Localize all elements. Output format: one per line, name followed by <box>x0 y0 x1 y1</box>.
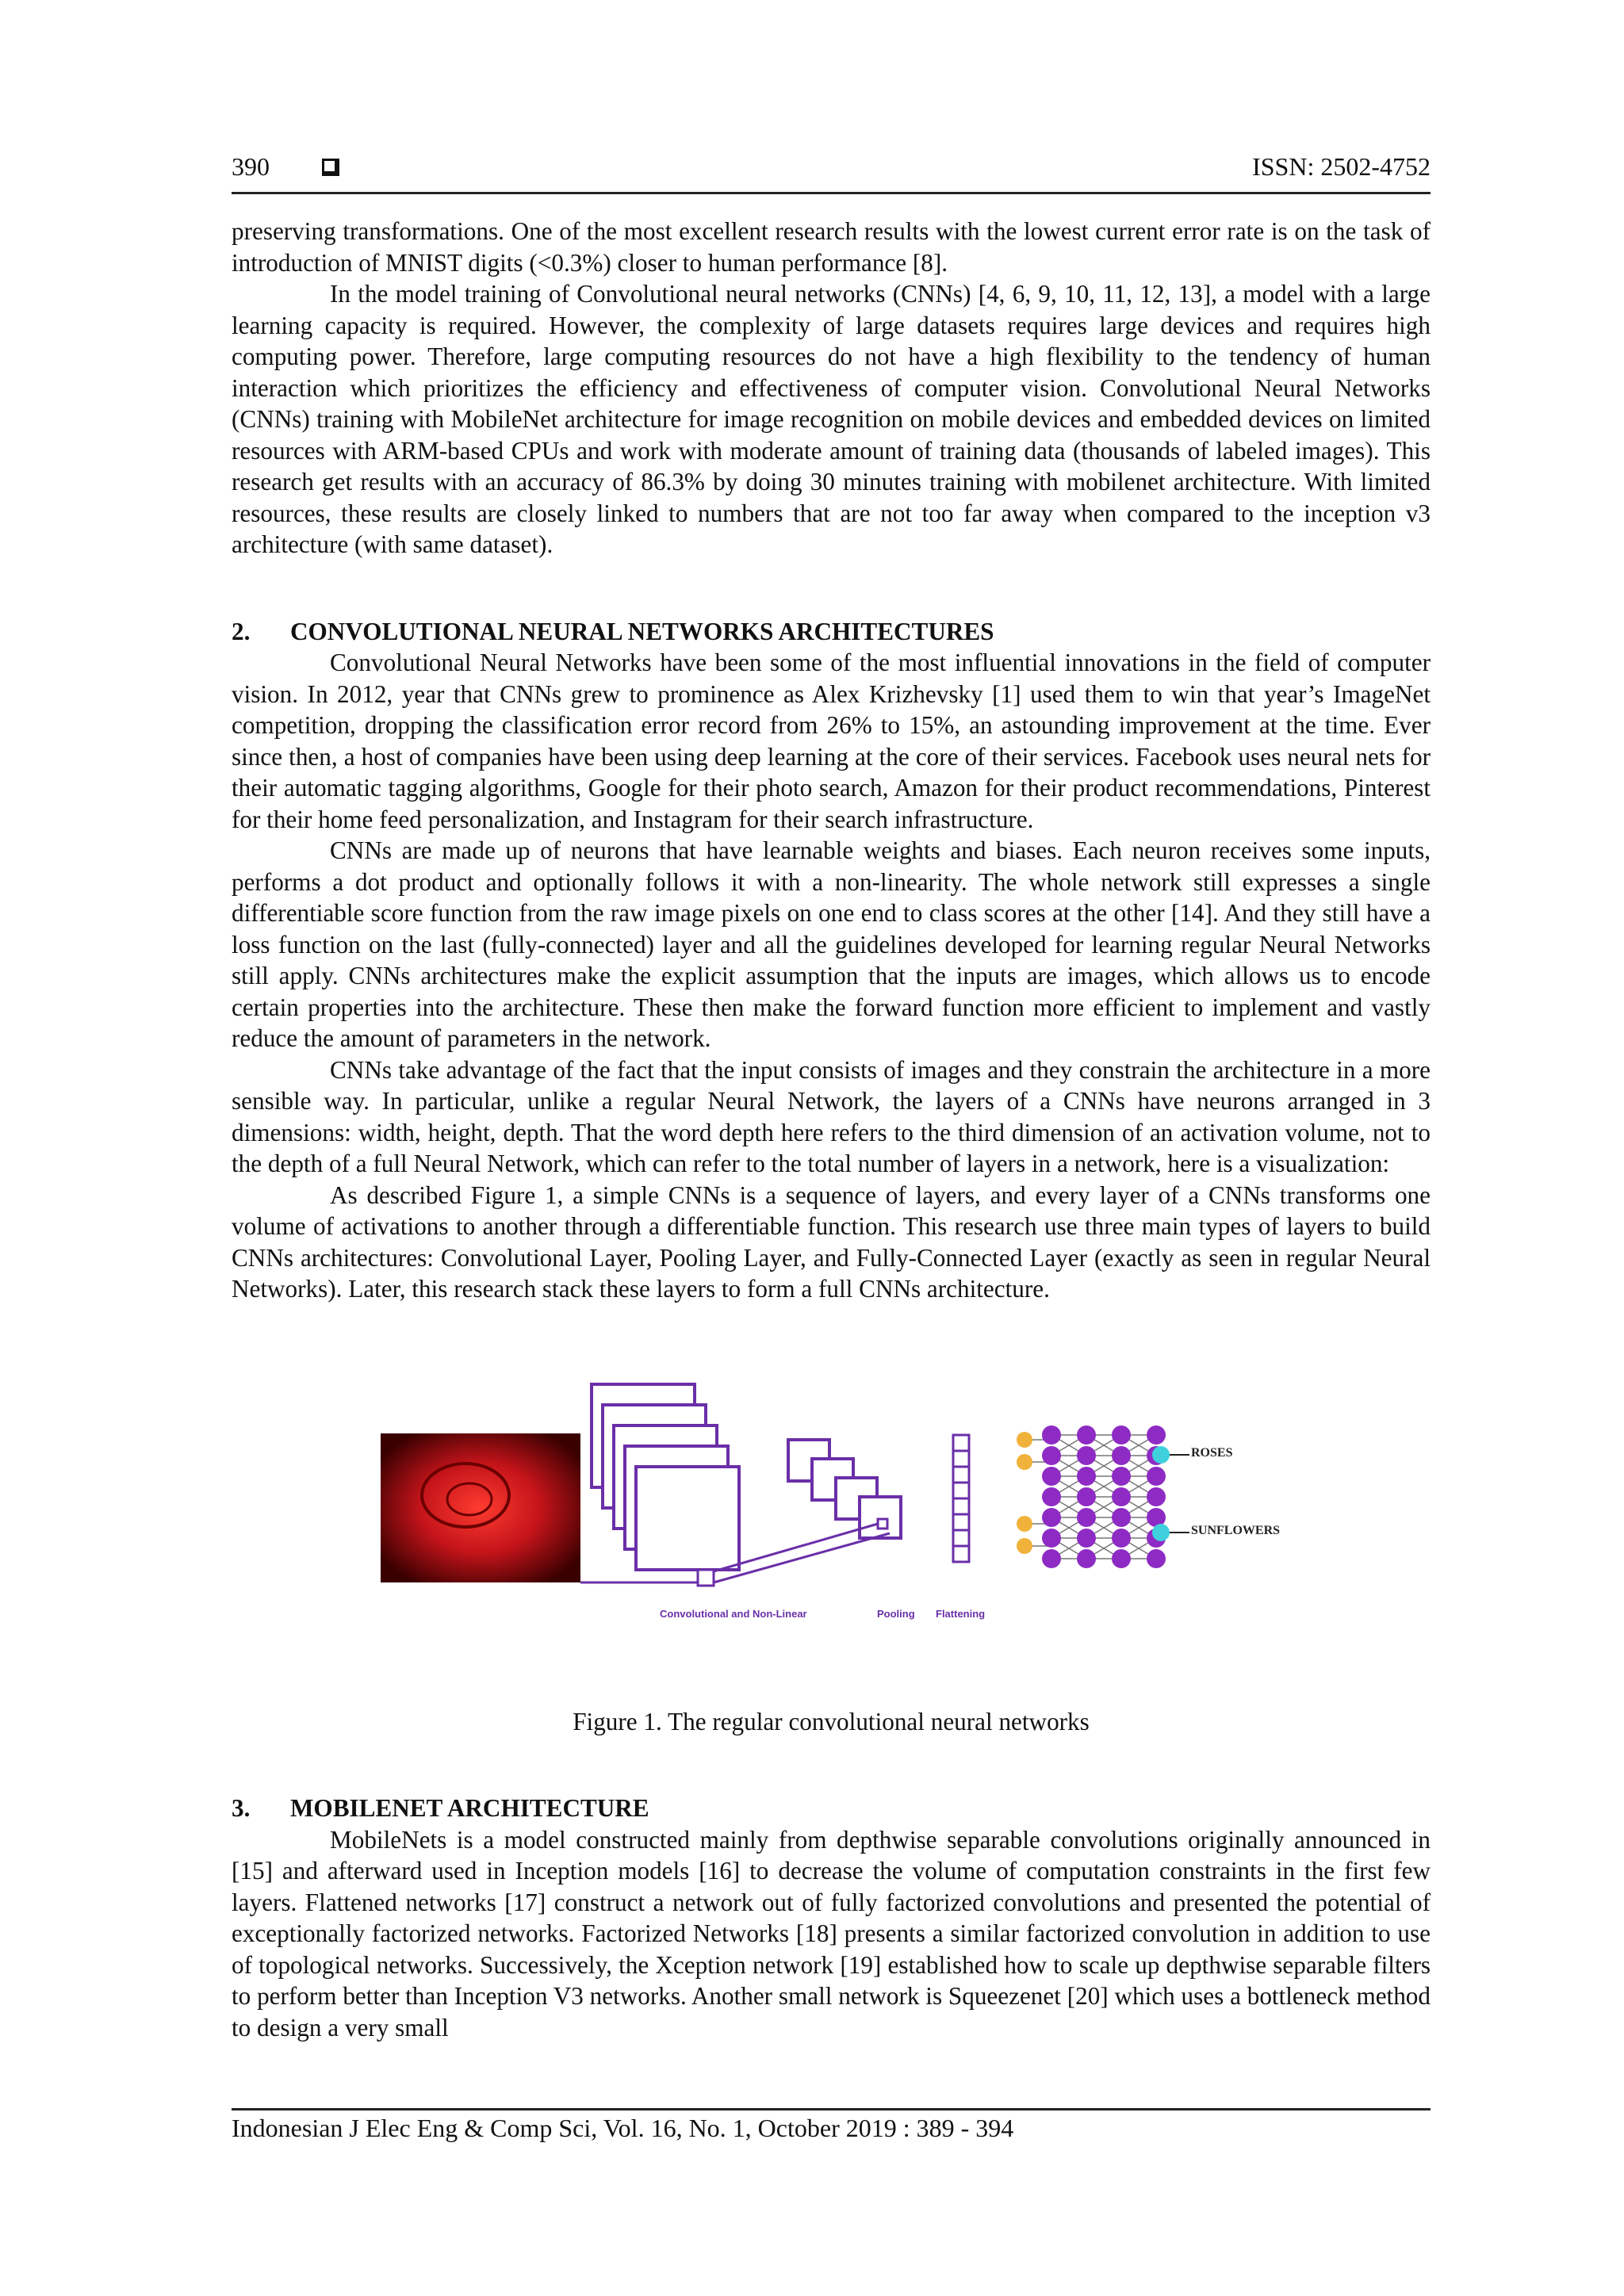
flattened-cell <box>953 1451 969 1467</box>
section-number: 2. <box>232 617 251 645</box>
pooling-kernel <box>878 1519 887 1529</box>
conv-feature-map <box>636 1467 739 1570</box>
section-title: CONVOLUTIONAL NEURAL NETWORKS ARCHITECTURES <box>290 617 994 645</box>
hidden-neuron <box>1042 1446 1061 1465</box>
paragraph: Convolutional Neural Networks have been some of the most influential innovations in the field of computer vision. In 2012, year that CNNs grew to prominence as Alex Krizhevsky [1] used them to win that year’s ImageNet competition, dropping the classification error record from 26% to 15%, an astounding improvement at the time. Ever since then, a host of companies have been using deep learning at the core of their services. Facebook uses neural nets for their automatic tagging algorithms, Google for their photo search, Amazon for their product recommendations, Pinterest for their home feed personalization, and Instagram for their search infrastructure. <box>232 649 1431 833</box>
hidden-neuron <box>1077 1425 1096 1445</box>
page-footer <box>232 2108 1431 2143</box>
hidden-neuron <box>1147 1487 1166 1506</box>
hidden-neuron <box>1077 1508 1096 1527</box>
rose-image <box>381 1433 580 1582</box>
section-title: MOBILENET ARCHITECTURE <box>290 1794 649 1822</box>
hidden-neuron <box>1147 1425 1166 1445</box>
hidden-neuron <box>1042 1467 1061 1486</box>
hidden-neuron <box>1147 1467 1166 1486</box>
roses-label: ROSES <box>1191 1445 1233 1460</box>
section-number: 3. <box>232 1794 251 1822</box>
hidden-neuron <box>1077 1549 1096 1568</box>
flattened-cell <box>953 1483 969 1498</box>
hidden-neuron <box>1147 1549 1166 1568</box>
figure-caption: Figure 1. The regular convolutional neural networks <box>573 1707 1090 1735</box>
conv-layer-label: Convolutional and Non-Linear <box>660 1607 807 1620</box>
sunflowers-label: SUNFLOWERS <box>1191 1523 1281 1537</box>
hidden-neuron <box>1112 1425 1131 1445</box>
square-bullet-icon <box>322 159 339 176</box>
section-heading <box>232 616 1431 648</box>
hidden-neuron <box>1112 1529 1131 1548</box>
article-body <box>232 216 1431 2043</box>
pooling-feature-map <box>860 1497 901 1538</box>
section-heading <box>232 1793 1431 1824</box>
flattened-cell <box>953 1530 969 1546</box>
paragraph: preserving transformations. One of the most excellent research results with the lowest current error rate is on the task of introduction of MNIST digits (<0.3%) closer to human performance [8]. <box>232 217 1431 277</box>
cnn-diagram <box>232 1353 1431 1701</box>
paragraph: In the model training of Convolutional neural networks (CNNs) [4, 6, 9, 10, 11, 12, 13], a model with a large learning capacity is required. However, the complexity of large datasets requires large devices and requires high computing power. Therefore, large computing resources do not have a high flexibility to the tendency of human interaction which prioritizes the efficiency and effectiveness of computer vision. Convolutional Neural Networks (CNNs) training with MobileNet architecture for image recognition on mobile devices and embedded devices on limited resources with ARM-based CPUs and work with moderate amount of training data (thousands of labeled images). This research get results with an accuracy of 86.3% by doing 30 minutes training with mobilenet architecture. With limited resources, these results are closely linked to numbers that are not too far away when compared to the inception v3 architecture (with same dataset). <box>232 280 1431 558</box>
hidden-neuron <box>1042 1425 1061 1445</box>
output-neuron <box>1152 1446 1170 1464</box>
hidden-neuron <box>1042 1487 1061 1506</box>
hidden-neuron <box>1077 1467 1096 1486</box>
flattened-cell <box>953 1435 969 1451</box>
input-neuron <box>1017 1538 1032 1554</box>
page-header <box>232 152 1431 194</box>
conv-kernel <box>698 1570 714 1586</box>
hidden-neuron <box>1112 1467 1131 1486</box>
flattening-label: Flattening <box>936 1607 986 1620</box>
hidden-neuron <box>1042 1549 1061 1568</box>
input-neuron <box>1017 1516 1032 1532</box>
hidden-neuron <box>1077 1487 1096 1506</box>
hidden-neuron <box>1112 1446 1131 1465</box>
hidden-neuron <box>1077 1529 1096 1548</box>
flattened-cell <box>953 1467 969 1483</box>
hidden-neuron <box>1112 1508 1131 1527</box>
paragraph: MobileNets is a model constructed mainly from depthwise separable convolutions originally announced in [15] and afterward used in Inception models [16] to decrease the volume of computation constraints in the first few layers. Flattened networks [17] construct a network out of fully factorized convolutions and presented the potential of exceptionally factorized networks. Factorized Networks [18] presents a similar factorized convolution in addition to use of topological networks. Successively, the Xception network [19] established how to scale up depthwise separable filters to perform better than Inception V3 networks. Another small network is Squeezenet [20] which uses a bottleneck method to design a very small <box>232 1825 1431 2042</box>
pooling-label: Pooling <box>877 1607 915 1620</box>
input-neuron <box>1017 1454 1032 1470</box>
hidden-neuron <box>1042 1529 1061 1548</box>
journal-citation: Indonesian J Elec Eng & Comp Sci, Vol. 16, No. 1, October 2019 : 389 - 394 <box>232 2114 1014 2142</box>
paragraph: CNNs are made up of neurons that have learnable weights and biases. Each neuron receives some inputs, performs a dot product and optionally follows it with a non-linearity. The whole network still expresses a single differentiable score function from the raw image pixels on one end to class scores at the other [14]. And they still have a loss function on the last (fully-connected) layer and all the guidelines developed for learning regular Neural Networks still apply. CNNs architectures make the explicit assumption that the inputs are images, which allows us to encode certain properties into the architecture. These then make the forward function more efficient to implement and vastly reduce the amount of parameters in the network. <box>232 836 1431 1052</box>
hidden-neuron <box>1112 1549 1131 1568</box>
flattened-cell <box>953 1546 969 1562</box>
figure-1 <box>232 1353 1431 1701</box>
paragraph: As described Figure 1, a simple CNNs is a sequence of layers, and every layer of a CNNs transforms one volume of activations to another through a differentiable function. This research use three main types of layers to build CNNs architectures: Convolutional Layer, Pooling Layer, and Fully-Connected Layer (exactly as seen in regular Neural Networks). Later, this research stack these layers to form a full CNNs architecture. <box>232 1181 1431 1303</box>
input-neuron <box>1017 1432 1032 1448</box>
paragraph: CNNs take advantage of the fact that the input consists of images and they constrain the architecture in a more sensible way. In particular, unlike a regular Neural Network, the layers of a CNNs have neurons arranged in 3 dimensions: width, height, depth. That the word depth here refers to the third dimension of an activation volume, not to the depth of a full Neural Network, which can refer to the total number of layers in a network, here is a visualization: <box>232 1055 1431 1177</box>
hidden-neuron <box>1077 1446 1096 1465</box>
flattened-cell <box>953 1514 969 1530</box>
page-number: 390 <box>232 152 270 181</box>
issn: ISSN: 2502-4752 <box>1252 152 1431 181</box>
hidden-neuron <box>1112 1487 1131 1506</box>
flattened-cell <box>953 1498 969 1514</box>
output-neuron <box>1152 1524 1170 1541</box>
hidden-neuron <box>1042 1508 1061 1527</box>
